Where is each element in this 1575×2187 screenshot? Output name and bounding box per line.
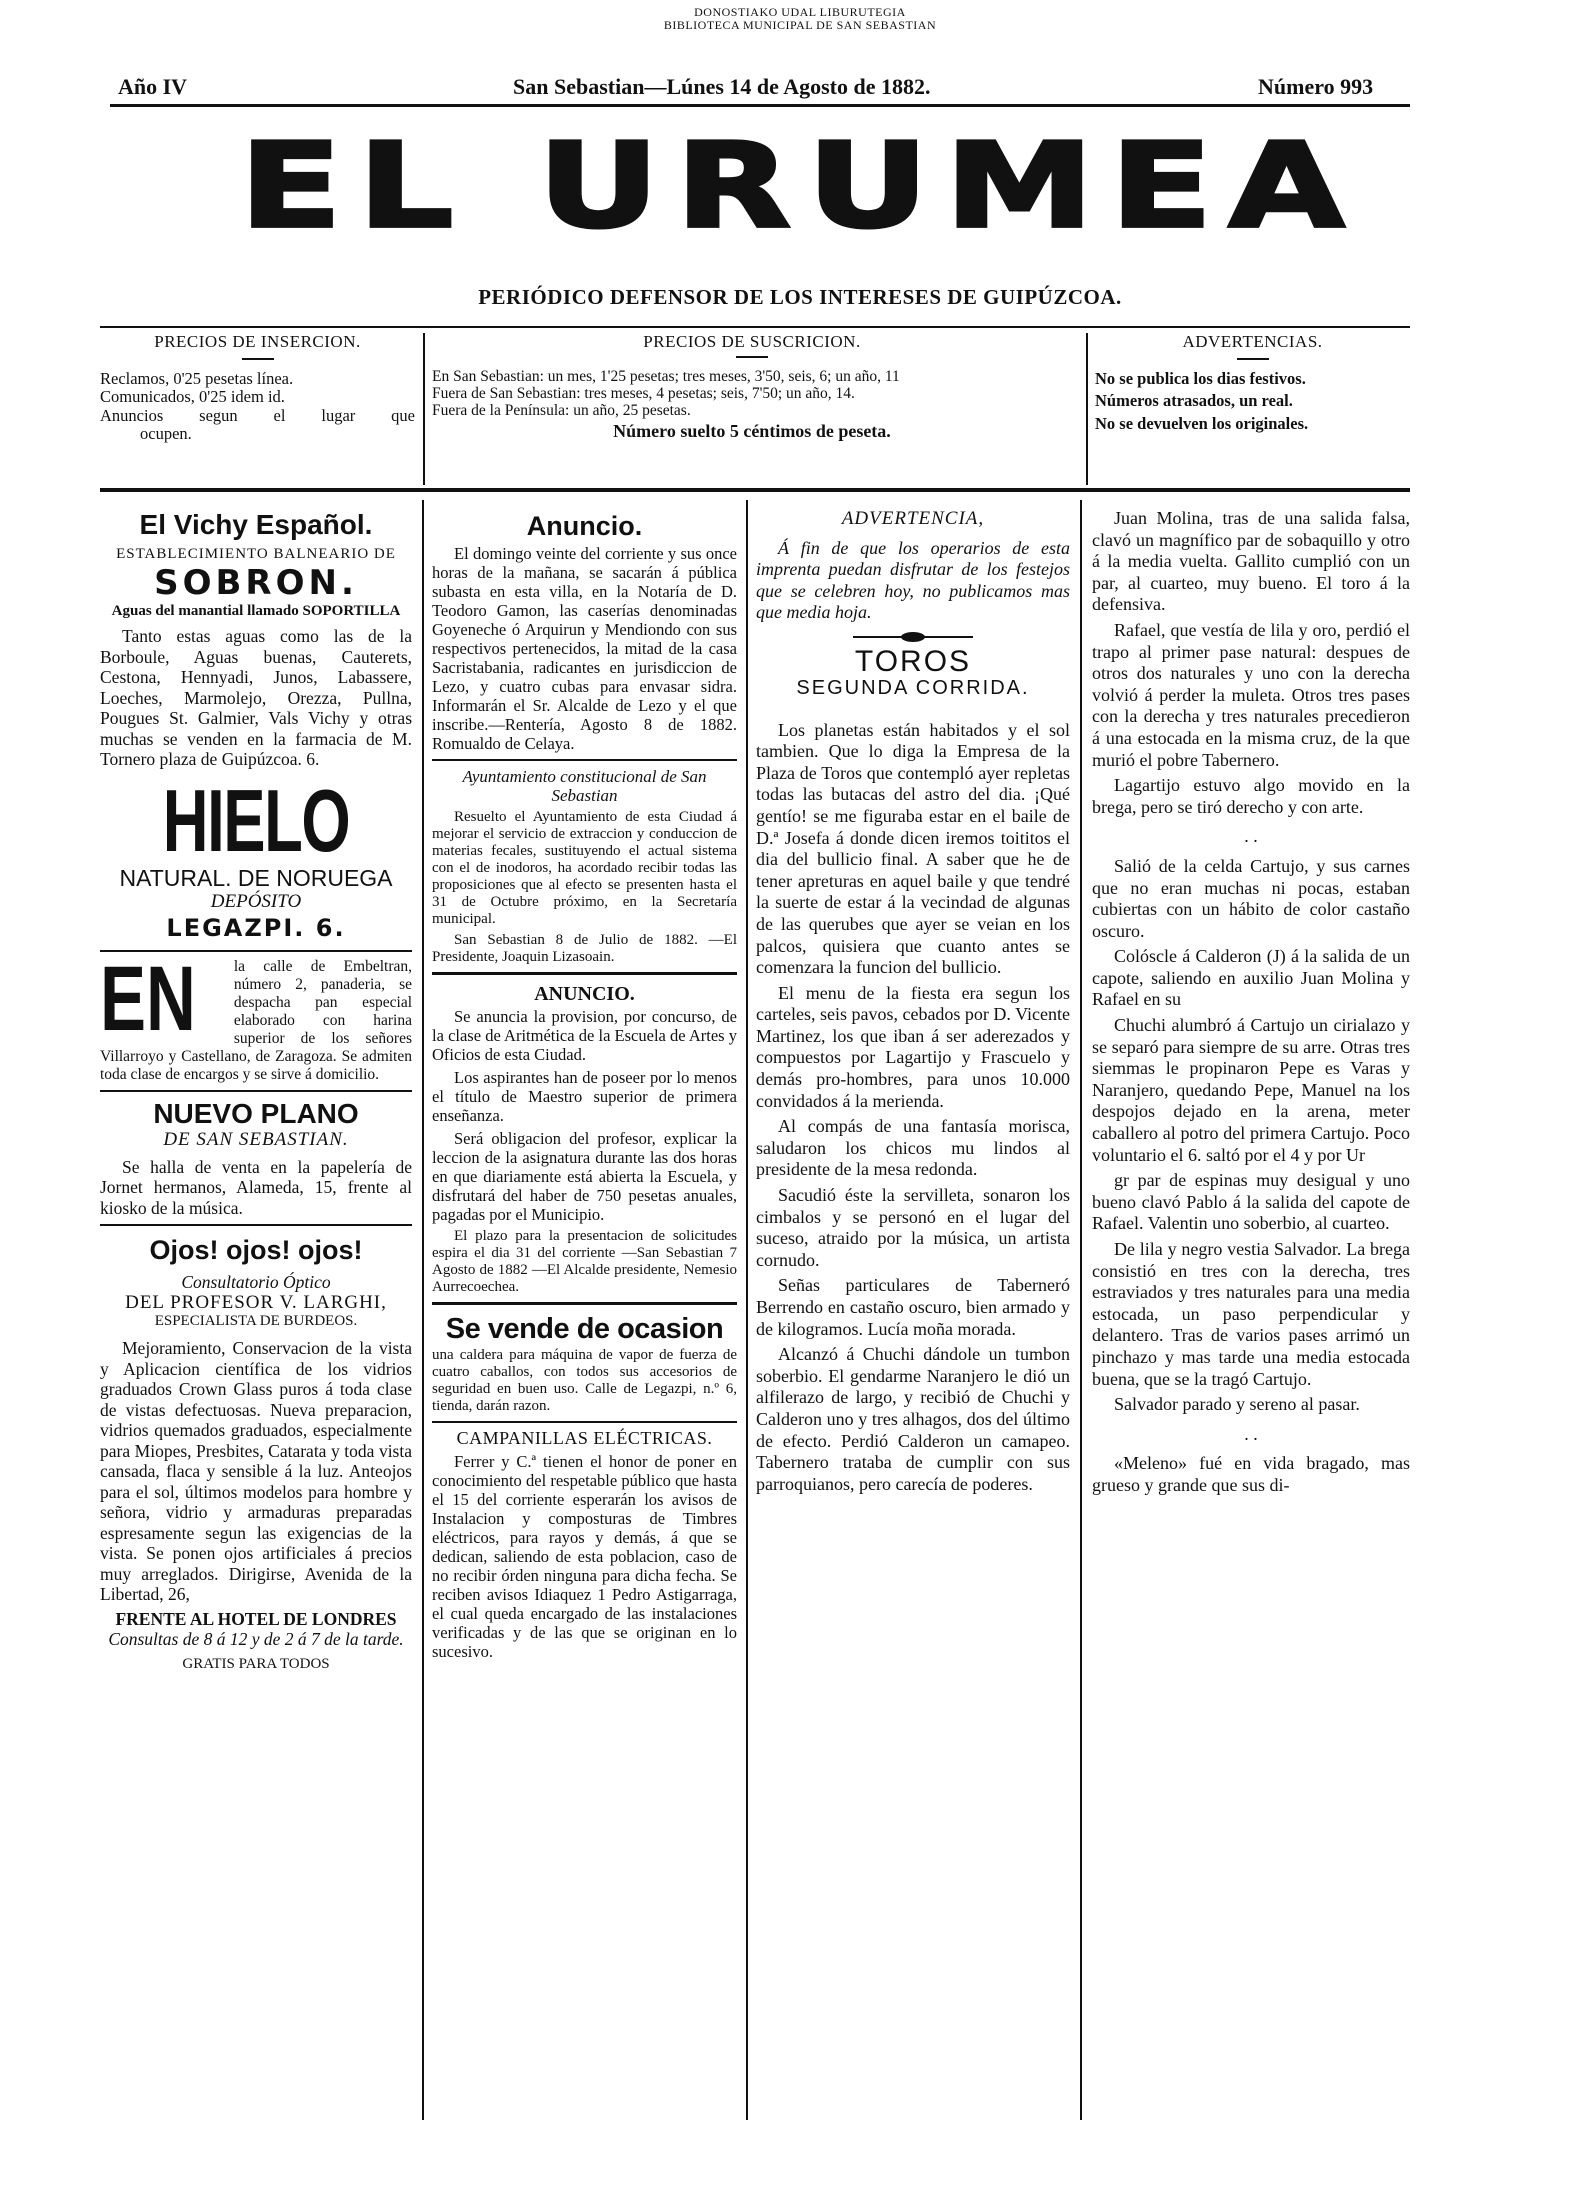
precios-insercion <box>100 333 415 485</box>
campanillas-text: Ferrer y C.ª tienen el honor de poner en conocimiento del respetable público que hasta el 15 del corriente esperarán los avisos de Instalacion y composturas de Timbres eléctricos, para rayos y demás, á que se dedican, saliendo de esta poblacion, caso de no recibir órden ninguna para dicha fecha. Se reciben avisos Idiaquez 1 Pedro Astigarraga, el cual queda encargado de las instalaciones verificadas y de las que se originan en lo sucesivo. <box>432 1452 737 1661</box>
advertencia-line: No se devuelven los originales. <box>1095 413 1309 433</box>
hielo-address: LEGAZPI. 6. <box>166 914 346 942</box>
toros-paragraph: gr par de espinas muy desigual y uno bueno clavó Pablo á la salida del capote de Rafael. Valentin uno soberbio, al cuarteo. <box>1092 1170 1410 1234</box>
toros-paragraph: Al compás de una fantasía morisca, saludaron los chicos mu lindos al presidente de la mesa redonda. <box>756 1116 1070 1180</box>
section-stars: . . <box>1244 826 1258 847</box>
ojos-free: GRATIS PARA TODOS <box>182 1655 330 1672</box>
top-rule <box>110 104 1410 107</box>
toros-paragraph: El menu de la fiesta era segun los carteles, seis pavos, cebados por D. Vicente Martinez, los que iban á ser aderezados y compuestos por Lagartijo y Frascuelo y demás pro-hombres, para unos 10.000 convidados á la merienda. <box>756 982 1070 1111</box>
divider <box>736 356 768 358</box>
advertencia-line: Números atrasados, un real. <box>1095 391 1293 410</box>
masthead-title: EL URUMEA <box>239 118 1361 255</box>
anuncio2-text: Se anuncia la provision, por concurso, de la clase de Aritmética de la Escuela de Artes y Oficios de esta Ciudad. <box>432 1007 737 1064</box>
column-3 <box>756 508 1070 1499</box>
toros-paragraph: De lila y negro vestia Salvador. La brega consistió en tres con la derecha, tres estraviados y tres naturales para una media estocada, un paso perpendicular y delantero. Tras de varios pases arrimó un pinchazo y mas tarde una media estocada buena, que se la tragó Cartujo. <box>1092 1239 1410 1389</box>
en-text: la calle de Embeltran, número 2, panaderia, se despacha pan especial elaborado con harina superior de los señores Villarroyo y Castellano, de Zaragoza. Se admiten toda clase de encargos y se sirve á domicilio. <box>100 958 412 1083</box>
insercion-line: Anuncios segun el lugar que <box>100 405 415 425</box>
campanillas-title: CAMPANILLAS ELÉCTRICAS. <box>456 1428 713 1448</box>
hielo-deposito: DEPÓSITO <box>210 890 302 912</box>
column-4 <box>1092 508 1410 1501</box>
ornament <box>853 632 973 642</box>
suscricion-line: Fuera de la Península: un año, 25 pesetas. <box>432 402 691 419</box>
anuncio2-text: Los aspirantes han de poseer por lo menos el título de Maestro superior de primera enseñanza. <box>432 1068 737 1125</box>
issue-info-bar <box>118 74 1408 102</box>
toros-title: TOROS <box>854 644 972 678</box>
en-notice <box>100 958 412 1084</box>
toros-paragraph: Juan Molina, tras de una salida falsa, clavó un magnífico par de sobaquillo y otro á la media vuelta. Gallito cumplió con un par, al cuarteo, muy bueno. El toro á la defensiva. <box>1092 508 1410 615</box>
ayuntamiento-title: Ayuntamiento constitucional de San Sebastian <box>462 767 707 805</box>
advertencia-line: No se publica los dias festivos. <box>1095 368 1306 388</box>
divider <box>1237 358 1269 360</box>
insercion-line: Reclamos, 0'25 pesetas línea. <box>100 368 294 388</box>
anuncio2-title: ANUNCIO. <box>534 983 635 1005</box>
vende-text: una caldera para máquina de vapor de fuerza de cuatro caballos, con todos sus accesorios de seguridad en buen uso. Calle de Legazpi, n.º 6, tienda, darán razon. <box>432 1347 737 1414</box>
advertencias <box>1095 333 1410 485</box>
library-line-1: DONOSTIAKO UDAL LIBURUTEGIA <box>694 5 906 19</box>
price-bottom-rule <box>100 488 1410 492</box>
advertencias-title: ADVERTENCIAS. <box>1182 332 1323 351</box>
advertencia-title: ADVERTENCIA, <box>841 508 985 529</box>
toros-paragraph: Salió de la celda Cartujo, y sus carnes que no eran muchas ni pocas, estaban cubiertas con un hábito de color castaño oscuro. <box>1092 855 1410 941</box>
divider <box>432 1302 737 1305</box>
divider <box>100 950 412 952</box>
toros-paragraph: Colóscle á Calderon (J) á la salida de un capote, saliendo en auxilio Juan Molina y Rafael en su <box>1092 946 1410 1010</box>
divider <box>432 972 737 975</box>
ayuntamiento-sign: San Sebastian 8 de Julio de 1882. —El Presidente, Joaquin Lizasoain. <box>432 932 737 965</box>
column-rule <box>746 500 748 2120</box>
insercion-title: PRECIOS DE INSERCION. <box>154 332 361 351</box>
library-stamp <box>560 6 1040 32</box>
toros-paragraph: Chuchi alumbró á Cartujo un cirialazo y se separó para siempre de su arre. Otras tres siemmas le propinaron Pepe es Varas y Naranjero, quedando Pepe, Manuel na los despojos dejado en la arena, meter caballero al potro del primera Cartujo. Poco voluntario el 6. saltó por el 4 y por Ur <box>1092 1015 1410 1165</box>
hielo-title: HIELO <box>162 770 350 870</box>
anuncio2-text: Será obligacion del profesor, explicar la leccion de la asignatura durante las dos horas en que diariamente está abierta la Escuela, y disfrutará del haber de 750 pesetas anuales, pagadas por el Municipio. <box>432 1129 737 1224</box>
toros-paragraph: Lagartijo estuvo algo movido en la brega, pero se tiró derecho y con arte. <box>1092 775 1410 817</box>
plano-title: NUEVO PLANO <box>153 1098 359 1129</box>
column-rule <box>422 500 424 2120</box>
ojos-text: Mejoramiento, Conservacion de la vista y Aplicacion científica de los vidrios graduados Crown Glass puros á toda clase de vistas defectuosas. Nueva preparacion, vidrios quemados graduados, especialmente para Miopes, Presbites, Catarata y toda vista cansada, flaca y sensible á la luz. Anteojos para el sol, últimos modelos para hombre y señora, vidrio y armaduras preparadas espresamente segun las exigencias de la vista. Se ponen ojos artificiales á precios muy arreglados. Dirigirse, Avenida de la Libertad, 26, <box>100 1338 412 1604</box>
toros-paragraph: Salvador parado y sereno al pasar. <box>1114 1394 1360 1415</box>
suscricion-line: Fuera de San Sebastian: tres meses, 4 pesetas; seis, 7'50; un año, 14. <box>432 385 855 402</box>
price-divider <box>1086 333 1088 485</box>
toros-subtitle: SEGUNDA CORRIDA. <box>796 676 1030 699</box>
issue-dateline: San Sebastian—Lúnes 14 de Agosto de 1882. <box>513 74 931 99</box>
suscricion-title: PRECIOS DE SUSCRICION. <box>643 332 861 351</box>
anuncio-title: Anuncio. <box>526 511 643 541</box>
anuncio2-text: El plazo para la presentacion de solicitudes espira el dia 31 del corriente —San Sebastian 7 Agosto de 1882 —El Alcalde presidente, Nemesio Aurrecoechea. <box>432 1228 737 1295</box>
column-rule <box>1080 500 1082 2120</box>
issue-year: Año IV <box>118 74 188 99</box>
divider <box>432 1421 737 1423</box>
precios-suscricion <box>432 333 1072 485</box>
toros-paragraph: «Meleno» fué en vida bragado, mas grueso y grande que sus di- <box>1092 1453 1410 1495</box>
divider <box>100 1090 412 1092</box>
column-2 <box>432 508 737 1665</box>
ojos-hours: Consultas de 8 á 12 y de 2 á 7 de la tarde. <box>108 1629 404 1649</box>
ojos-address: FRENTE AL HOTEL DE LONDRES <box>115 1608 397 1629</box>
ojos-professor: DEL PROFESOR V. LARGHI, <box>125 1291 387 1313</box>
vichy-subtitle: ESTABLECIMIENTO BALNEARIO DE <box>116 546 396 562</box>
ayuntamiento-text: Resuelto el Ayuntamiento de esta Ciudad á mejorar el servicio de extraccion y conduccion de materias fecales, sustituyendo el actual sistema con el de inodoros, ha acordado recibir todas las proposiciones que al efecto se presenten hasta el 31 de Octubre próximo, en la Secretaría municipal. <box>432 809 737 927</box>
ojos-consult: Consultatorio Óptico <box>181 1272 331 1292</box>
library-line-2: BIBLIOTECA MUNICIPAL DE SAN SEBASTIAN <box>663 18 937 32</box>
insercion-line: ocupen. <box>140 424 192 443</box>
hielo-subtitle: NATURAL. DE NORUEGA <box>119 864 393 891</box>
vichy-title: El Vichy Español. <box>139 509 373 540</box>
divider <box>242 358 274 360</box>
divider <box>432 759 737 761</box>
advertencia-text: Á fin de que los operarios de esta imprenta puedan disfrutar de los festejos que se celebren hoy, no publicamos mas que media hoja. <box>756 537 1070 623</box>
insercion-line: Comunicados, 0'25 idem id. <box>100 387 285 406</box>
ojos-title: Ojos! ojos! ojos! <box>149 1235 363 1265</box>
vende-title: Se vende de ocasion <box>445 1313 724 1345</box>
en-dropcap: EN <box>100 958 196 1050</box>
vichy-place: SOBRON. <box>154 563 358 603</box>
toros-paragraph: Sacudió éste la servilleta, sonaron los cimbalos y se personó en el lugar del suceso, atraido por la música, un artista cornudo. <box>756 1185 1070 1270</box>
vichy-waters: Aguas del manantial llamado SOPORTILLA <box>111 603 401 619</box>
price-divider <box>423 333 425 485</box>
issue-number: Número 993 <box>1258 74 1374 99</box>
toros-paragraph: Los planetas están habitados y el sol tambien. Que lo diga la Empresa de la Plaza de Toros que contempló ayer repletas todas las butacas del astro del dia. ¡Qué gentío! se me figuraba estar en el baile de D.ª Josefa á donde dicen iremos toititos el dia del bullicio final. A saber que he de tener apreturas en aquel baile y que tendré la suerte de estar á la vecindad de algunas de las querubes que ayer se veian en los palcos, quisiera que cuanto antes se comenzara la funcion del bullicio. <box>756 719 1070 978</box>
divider <box>100 1224 412 1226</box>
toros-paragraph: Señas particulares de Taberneró Berrendo en castaño oscuro, bien armado y de kilogramos. Lucía moña morada. <box>756 1275 1070 1339</box>
section-stars: . . <box>1244 1423 1258 1444</box>
numero-suelto: Número suelto 5 céntimos de peseta. <box>613 421 891 441</box>
toros-paragraph: Alcanzó á Chuchi dándole un tumbon soberbio. El gendarme Naranjero le dió un alfilerazo de largo, y recibió de Chuchi y Calderon uno y tres alhagos, dos del último de efecto. Perdió Calderon un camapeo. Tabernero trataba de cumplir con sus parroquianos, pero carecía de poderes. <box>756 1344 1070 1494</box>
suscricion-line: En San Sebastian: un mes, 1'25 pesetas; tres meses, 3'50, seis, 6; un año, 11 <box>432 368 900 385</box>
anuncio-text: El domingo veinte del corriente y sus once horas de la mañana, se sacarán á pública subasta en esta villa, en la Notaría de D. Teodoro Gamon, las caserías denominadas Goyeneche ó Arquirun y Mendiondo con sus respectivos pertenecidos, la mitad de la casa Sacristabania, radicantes en jurisdiccion de Lezo, y cuatro cubas para envasar sidra. Informarán el Sr. Alcalde de Lezo y el que inscribe.—Rentería, Agosto 8 de 1882. Romualdo de Celaya. <box>432 544 737 753</box>
price-top-rule <box>100 326 1410 328</box>
plano-subtitle: DE SAN SEBASTIAN. <box>163 1129 349 1150</box>
plano-text: Se halla de venta en la papelería de Jornet hermanos, Alameda, 15, frente al kiosko de la música. <box>100 1156 412 1218</box>
toros-paragraph: Rafael, que vestía de lila y oro, perdió el trapo al primer pase natural: despues de otros dos naturales y uno con la derecha volvió á perder la muleta. Otros tres pases con la derecha y tres naturales precedieron á una estocada en la misma cruz, de la que murió el pobre Tabernero. <box>1092 619 1410 770</box>
column-1 <box>100 508 412 1673</box>
ojos-specialist: ESPECIALISTA DE BURDEOS. <box>154 1313 358 1329</box>
vichy-text: Tanto estas aguas como las de la Borboule, Aguas buenas, Cauterets, Cestona, Hennyadi, Junos, Labassere, Loeches, Marmolejo, Orezza, Pullna, Pougues St. Galmier, Vals Vichy y otras muchas se venden en la farmacia de M. Tornero plaza de Guipúzcoa. 6. <box>100 626 412 769</box>
masthead-subtitle: PERIÓDICO DEFENSOR DE LOS INTERESES DE GUIPÚZCOA. <box>478 285 1122 309</box>
